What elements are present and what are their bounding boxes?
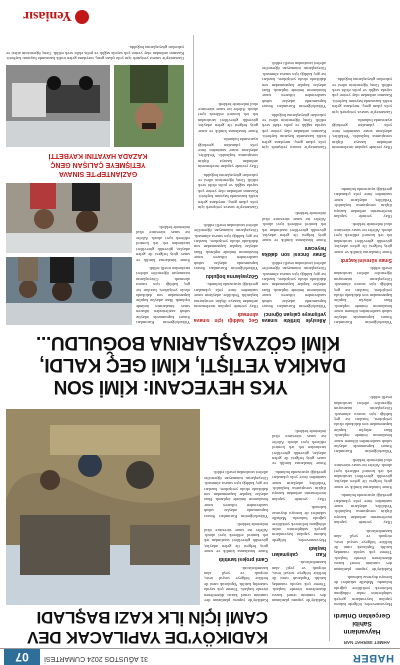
- paragraph: Olay yerinde yapılan incelemenin ardından kazaya ilişkin soruşturma başlatıldı. Yetkililer, adayların sınav saatinden önce yola çıkmaları gerektiği uyarısında bulundu.: [334, 493, 392, 526]
- paragraph: Sınav binalarına kimlik ve sınav giriş belgesi ile gelen adaylar, güvenlik görevlileri tarafından tek tek kontrol edilerek içeri alındı. Aileler ise sınav süresince okul önlerinde bekledi.: [262, 211, 326, 244]
- paragraph: Olay yerinde yapılan incelemenin ardından kazaya ilişkin soruşturma başlatıldı. Yetkililer, adayların sınav saatinden önce yola çıkmaları gerektiği uyarısında bulundu.: [332, 117, 392, 150]
- paragraph: Sınav binalarına kimlik ve sınav giriş belgesi ile gelen adaylar, güvenlik görevlileri tarafından tek tek kontrol edilerek içeri alındı. Aileler ise sınav süresince okul önlerinde bekledi.: [334, 457, 392, 490]
- column-6: [194, 215, 258, 325]
- headline-line-4: DAKİKA YETİŞTİ, KİMİ GEÇ KALDI,: [39, 354, 346, 375]
- column-9: [262, 35, 326, 150]
- photo-image: [6, 409, 200, 605]
- column-5: [262, 155, 326, 325]
- paragraph: Sınav binalarına kimlik ve sınav giriş belgesi ile gelen adaylar, güvenlik görevlileri tarafından tek tek kontrol edilerek içeri alındı. Aileler ise sınav süresince okul önlerinde bekledi.: [204, 522, 268, 555]
- subhead: Sınav öncesi son dakika heyecanı: [262, 245, 326, 258]
- box-title-line-1: Hayvanların: [343, 628, 381, 635]
- subhead: Ailesiyle birlikte sınava yetişmeye çalışan öğrenci: [262, 311, 326, 323]
- paragraph: Yükseköğretim Kurumları Sınavı kapsamında adaylar sabah saatlerinden itibaren sınav binalarının önünde toplandı. Bazı adaylar kapılar kapanmadan son dakikada okula yetişirken, bazıları ise geç kaldığı için sınava alınmadı. Gözyaşlarını tutamayan öğrenciler aileleri tarafından teselli edildi.: [262, 260, 326, 309]
- byline: AHMET SERHAT NAR: [343, 640, 390, 645]
- headline-line-5: KİMİ GÖZYAŞLARINA BOĞULDU...: [36, 332, 340, 353]
- paragraph: Yükseköğretim Kurumları Sınavı kapsamında adaylar sabah saatlerinden itibaren sınav binalarının önünde toplandı. Bazı adaylar kapılar kapanmadan son dakikada okula yetişirken, bazıları ise geç kaldığı için sınava alınmadı. Gözyaşlarını tutamayan öğrenciler aileleri tarafından teselli edildi.: [204, 470, 268, 519]
- logo-mark: [20, 5, 90, 29]
- photo-image: [6, 65, 110, 147]
- paragraph: Olay yerinde yapılan incelemenin ardından kazaya ilişkin soruşturma başlatıldı. Yetkililer, adayların sınav saatinden önce yola çıkmaları gerektiği uyarısında bulundu.: [272, 469, 326, 502]
- photo-image: [6, 257, 132, 325]
- news-photo-accident-victim: [114, 65, 184, 147]
- paragraph: Kadıköy'de yapımı planlanan dev caminin temel kazısı düzenlenen törenle başladı. Törene çok sayıda vatandaş katıldı. Yapılacak cami ile birlikte bölgeye sosyal tesis, otopark ve yeşil alan kazandırılacak.: [272, 560, 326, 603]
- box-title-line-2: Sahibi: [352, 620, 372, 627]
- column-1: [334, 395, 392, 607]
- column-3: [204, 403, 268, 603]
- photo-image: [114, 65, 184, 147]
- paragraph: Kadıköy'de yapımı planlanan dev caminin temel kazısı düzenlenen törenle başladı. Törene çok sayıda vatandaş katıldı. Yapılacak cami ile birlikte bölgeye sosyal tesis, otopark ve yeşil alan kazandırılacak.: [204, 565, 268, 603]
- column-8: [198, 35, 258, 210]
- subhead: Gözyaşlarına boğuldu: [205, 272, 258, 279]
- paragraph: Sınav binalarına kimlik ve sınav giriş belgesi ile gelen adaylar, güvenlik görevlileri tarafından tek tek kontrol edilerek içeri alındı. Aileler ise sınav süresince okul önlerinde bekledi.: [198, 101, 258, 134]
- paragraph: Hayvanseverler, bölgede bakımı yapılan hayvanların gerçek sahiplerinin onlar olduğunu belirterek yetkililere çağrıda bulundu. Mahalle sakinleri de konuya duyarsız kalmadı.: [272, 505, 326, 543]
- section-label: HABER: [352, 652, 394, 664]
- side-story-title-line-2: YETİŞMEYE ÇALIŞAN GENÇ: [50, 161, 146, 168]
- headline-line-3: YKS HEYECANI: KİMİ SON: [53, 376, 288, 397]
- subhead: Sınav süresini kaçırdı: [340, 256, 392, 263]
- paragraph: Sınav binalarına kimlik ve sınav giriş belgesi ile gelen adaylar, güvenlik görevlileri tarafından tek tek kontrol edilerek içeri alındı. Aileler ise sınav süresince okul önlerinde bekledi.: [334, 222, 392, 255]
- side-story-title-line-3: KAZADA HAYATINI KAYBETTİ: [48, 152, 148, 159]
- paragraph: Olay yerinde yapılan incelemenin ardından kazaya ilişkin soruşturma başlatıldı. Yetkililer, adayların sınav saatinden önce yola çıkmaları gerektiği uyarısında bulundu.: [334, 187, 392, 220]
- headline-line-1: KADIKÖY'DE YAPILACAK DEV: [27, 628, 268, 647]
- column-2: [272, 403, 326, 603]
- column-10: [332, 35, 392, 150]
- subhead: Kazı çalışmaları başladı: [272, 544, 326, 557]
- paragraph: Gaziantep'te sınava yetişmek için yola çıkan genç, meydana gelen trafik kazasında hayatını kaybetti. Kazanın ardından olay yerine çok sayıda sağlık ve polis ekibi sevk edildi. Genç öğrencinin ailesi ve yakınları gözyaşlarına boğuldu.: [6, 45, 184, 61]
- paragraph: Yükseköğretim Kurumları Sınavı kapsamında adaylar sabah saatlerinden itibaren sınav binalarının önünde toplandı. Bazı adaylar kapılar kapanmadan son dakikada okula yetişirken, bazıları ise geç kaldığı için sınava alınmadı. Gözyaşlarını tutamayan öğrenciler aileleri tarafından teselli edildi.: [136, 265, 190, 325]
- box-title-line-3: Gerçekten Onlardı: [333, 612, 391, 619]
- news-photo-students: [6, 257, 132, 325]
- paragraph: Olay yerinde yapılan incelemenin ardından kazaya ilişkin soruşturma başlatıldı. Yetkililer, adayların sınav saatinden önce yola çıkmaları gerektiği uyarısında bulundu.: [194, 282, 258, 309]
- paragraph: Yükseköğretim Kurumları Sınavı kapsamında adaylar sabah saatlerinden itibaren sınav binalarının önünde toplandı. Bazı adaylar kapılar kapanmadan son dakikada okula yetişirken, bazıları ise geç kaldığı için sınava alınmadı. Gözyaşlarını tutamayan öğrenciler aileleri tarafından teselli edildi.: [262, 60, 326, 110]
- paragraph: Olay yerinde yapılan incelemenin ardından kazaya ilişkin soruşturma başlatıldı. Yetkililer, adayların sınav saatinden önce yola çıkmaları gerektiği uyarısında bulundu.: [198, 137, 258, 170]
- logo-text: Yeniasır: [23, 8, 72, 23]
- subhead: Cami projesi tanıtıldı: [218, 556, 268, 563]
- news-photo-crying-student: [6, 183, 132, 253]
- paragraph: Sınav binalarına kimlik ve sınav giriş belgesi ile gelen adaylar, güvenlik görevlileri tarafından tek tek kontrol edilerek içeri alındı. Aileler ise sınav süresince okul önlerinde bekledi.: [136, 225, 190, 263]
- issue-date: 31 AĞUSTOS 2024 CUMARTESİ: [44, 655, 149, 662]
- side-story-title-line-1: GAZİANTEP'TE SINAVA: [58, 170, 138, 177]
- subhead: Geç kaldığı için sınava alınmadı: [194, 311, 258, 323]
- headline-line-2: CAMİ İÇİN İLK KAZI BAŞLADI: [36, 608, 268, 627]
- paragraph: Gaziantep'te sınava yetişmek için yola çıkan genç, meydana gelen trafik kazasında hayatını kaybetti. Kazanın ardından olay yerine çok sayıda sağlık ve polis ekibi sevk edildi. Genç öğrencinin ailesi ve yakınları gözyaşlarına boğuldu.: [332, 77, 392, 115]
- news-photo-excavation: [6, 409, 200, 605]
- paragraph: Sınav binalarına kimlik ve sınav giriş belgesi ile gelen adaylar, güvenlik görevlileri tarafından tek tek kontrol edilerek içeri alındı. Aileler ise sınav süresince okul önlerinde bekledi.: [272, 429, 326, 467]
- column-7: [136, 215, 190, 325]
- paragraph: Gaziantep'te sınava yetişmek için yola çıkan genç, meydana gelen trafik kazasında hayatını kaybetti. Kazanın ardından olay yerine çok sayıda sağlık ve polis ekibi sevk edildi. Genç öğrencinin ailesi ve yakınları gözyaşlarına boğuldu.: [262, 112, 326, 150]
- paragraph: Gaziantep'te sınava yetişmek için yola çıkan genç, meydana gelen trafik kazasında hayatını kaybetti. Kazanın ardından olay yerine çok sayıda sağlık ve polis ekibi sevk edildi. Genç öğrencinin ailesi ve yakınları gözyaşlarına boğuldu.: [198, 172, 258, 210]
- paragraph: Yükseköğretim Kurumları Sınavı kapsamında adaylar sabah saatlerinden itibaren sınav binalarının önünde toplandı. Bazı adaylar kapılar kapanmadan son dakikada okula yetişirken, bazıları ise geç kaldığı için sınava alınmadı. Gözyaşlarını tutamayan öğrenciler aileleri tarafından teselli edildi.: [334, 395, 392, 455]
- paragraph: Yükseköğretim Kurumları Sınavı kapsamında adaylar sabah saatlerinden itibaren sınav binalarının önünde toplandı. Bazı adaylar kapılar kapanmadan son dakikada okula yetişirken, bazıları ise geç kaldığı için sınava alınmadı. Gözyaşlarını tutamayan öğrenciler aileleri tarafından teselli edildi.: [194, 222, 258, 271]
- paragraph: Yükseköğretim Kurumları Sınavı kapsamında adaylar sabah saatlerinden itibaren sınav binalarının önünde toplandı. Bazı adaylar kapılar kapanmadan son dakikada okula yetişirken, bazıları ise geç kaldığı için sınava alınmadı. Gözyaşlarını tutamayan öğrenciler aileleri tarafından teselli edildi.: [334, 265, 392, 325]
- paragraph: Kadıköy'de yapımı planlanan dev caminin temel kazısı düzenlenen törenle başladı. Törene çok sayıda vatandaş katıldı. Yapılacak cami ile birlikte bölgeye sosyal tesis, otopark ve yeşil alan kazandırılacak.: [334, 528, 392, 572]
- newspaper-logo: [20, 5, 90, 29]
- photo-image: [6, 183, 132, 253]
- page-header-bar: [0, 648, 400, 665]
- column-4: [334, 155, 392, 325]
- page-number: 07: [4, 649, 40, 665]
- column-11: [6, 33, 184, 61]
- paragraph: Hayvanseverler, bölgede bakımı yapılan hayvanların gerçek sahiplerinin onlar olduğunu belirterek yetkililere çağrıda bulundu. Mahalle sakinleri de konuya duyarsız kalmadı.: [334, 574, 392, 607]
- news-photo-crash-scene: [6, 65, 110, 147]
